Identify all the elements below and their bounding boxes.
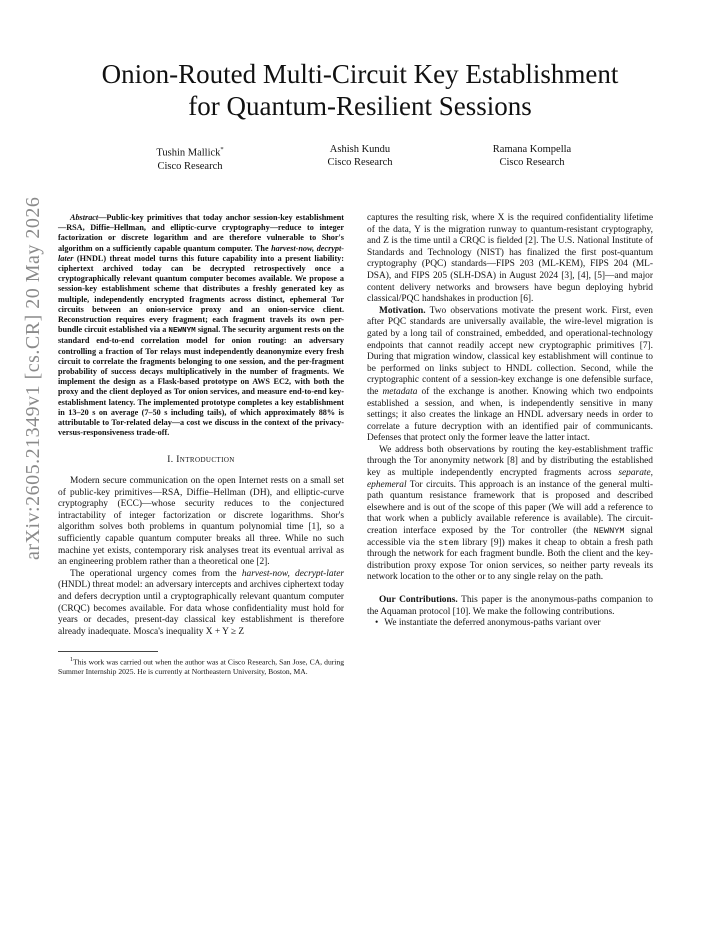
paragraph-code: NEWNYM [593,526,625,537]
author-affiliation: Cisco Research [327,157,393,168]
section-title: Introduction [176,455,235,466]
footnote-rule [58,651,158,652]
arxiv-identifier[interactable]: arXiv:2605.21349v1 [cs.CR] 20 May 2026 [22,196,44,560]
abstract-text: —Public-key primitives that today anchor session-key establishment—RSA, Diffie–Hellman, and elliptic-curve cryptography—reduce to integer factorization or discrete logarithm and are therefore vulnerable to Shor's algorithm on a sufficiently capable quantum computer. The [58,213,344,253]
right-column [367,213,653,630]
abstract-code: NEWNYM [168,327,196,336]
author-name: Ramana Kompella [492,144,572,155]
paragraph-mosca-continued: captures the resulting risk, where X is the required confidentiality lifetime of the data, Y is the migration runway to quantum-resistant cryptography, and Z is the time until a CRQC is fielded [2]. The U.S. National Institute of Standards and Technology (NIST) has finalized the first post-quantum cryptography (PQC) standards—FIPS 203 (ML-KEM), FIPS 204 (ML-DSA), and FIPS 205 (SLH-DSA) in August 2024 [3], [4], [5]—and major content delivery networks and browsers have begun deploying hybrid classical/PQC handshakes in production [6]. [367,213,653,305]
abstract-lead: Abstract [70,213,99,222]
abstract [58,213,344,438]
author-3 [432,143,632,169]
abstract-emphasis: harvest-now, decrypt-later [58,243,344,263]
paragraph-text: library [9]) makes it cheap to obtain a fresh path through the network for each fragment bundle. Both the client and the key-distribution proxy expose Tor onion services, so neither party reveals its network location to the other or to any single relay on the path. [367,537,653,583]
paragraph-code: stem [438,537,459,548]
title-line-2: for Quantum-Resilient Sessions [188,91,532,121]
title-line-1: Onion-Routed Multi-Circuit Key Establishment [101,59,619,89]
bullet-icon: • [375,618,379,629]
abstract-text: (HNDL) threat model turns this future capability into a present liability: ciphertext archived today can be decrypted retrospectively once a cryptographically relevant quantum computer becomes available. We propose a session-key establishment scheme that distributes a freshly generated key as multiple, independently encrypted fragments across distinct, ephemeral Tor circuits between an onion-service proxy and an onion-service client. Reconstruction requires every fragment; each fragment travels its own per-bundle circuit established via a [58,253,344,335]
paragraph-text: Tor circuits. This approach is an instance of the general multi-path quantum resistance framework that is proposed and described elsewhere and is out of the scope of this paper (We will add a reference to that work when a publicly available reference is available). The circuit-creation interface exposed by the Tor controller (the [367,479,653,537]
footnote-text: This work was carried out when the author was at Cisco Research, San Jose, CA, during Summer Internship 2025. He is currently at Northeastern University, Boston, MA. [58,657,344,677]
paragraph-text: The operational urgency comes from the [70,568,242,579]
paragraph-emphasis: separate, ephemeral [367,468,653,490]
runin-heading-contributions: Our Contributions. [379,595,458,605]
author-name: Tushin Mallick [156,147,221,159]
paragraph-emphasis: metadata [382,386,418,397]
author-name: Ashish Kundu [329,144,391,155]
author-affiliation: Cisco Research [499,157,565,168]
paragraph-text: of the exchange is another. Knowing which two endpoints established a session, and when, is independently sensitive in many settings; it also creates the linkage an HNDL adversary needs in order to correlate a future decryption with an identified pair of communicants. Defenses that protect only the former leave the latter intact. [367,386,653,444]
footnote [58,656,344,676]
contribution-list-item [367,618,653,630]
footnote-mark: 1 [70,657,73,664]
paragraph-text: Two observations motivate the present work. First, even after PQC standards are universally available, the wire-level migration is gated by a long tail of constrained, embedded, and operational-technology endpoints that cannot readily accept new cryptographic primitives [7]. During that migration window, classical key establishment will continue to be performed on links subject to HNDL collection. Second, while the cryptographic content of a session-key exchange is one defensible surface, the [367,305,653,397]
contributions-paragraph [367,595,653,618]
author-footnote-mark: * [220,146,224,153]
author-2 [260,143,460,169]
paragraph-emphasis: harvest-now, decrypt-later [241,568,344,579]
intro-paragraph-1: Modern secure communication on the open Internet rests on a small set of public-key primitives—RSA, Diffie–Hellman (DH), and elliptic-curve cryptography (ECC)—whose security reduces to the conjectured intractability of integer factorization or discrete logarithms. Shor's algorithm solves both problems in quantum polynomial time [1], so a sufficiently capable quantum computer breaks all three. While no such machine yet exists, contemporary risk analyses treat its eventual arrival as an engineering problem rather than a theoretical one [2]. [58,476,344,568]
paragraph-text: This paper is the anonymous-paths companion to the Aquaman protocol [10]. We make the following contributions. [367,595,653,617]
paragraph-text: signal accessible via the [367,526,653,548]
paragraph-text: We address both observations by routing the key-establishment traffic through the Tor anonymity network [8] and by distributing the established key as multiple independently encrypted fragments across [367,444,653,479]
list-item-text: We instantiate the deferred anonymous-paths variant over [384,618,601,629]
section-number: I. [167,455,174,466]
runin-heading-motivation: Motivation. [379,305,426,316]
author-block [60,143,660,173]
abstract-text: signal. The security argument rests on the standard end-to-end correlation model for onion routing: an adversary controlling a fraction of Tor relays must independently deanonymize every fresh circuit to correlate the fragments belonging to one session, and the per-fragment probability of success decays multiplicatively in the number of fragments. We implement the design as a Flask-based prototype on AWS EC2, with both the proxy and the client deployed as Tor onion services, and measure end-to-end key-establishment latency. The implemented prototype completes a key establishment in 13–20 s on average (7–50 s including tails), of which approximately 88% is attributable to Tor-related delay—a cost we discuss in the context of the privacy-versus-responsiveness trade-off. [58,325,345,438]
approach-paragraph [367,445,653,584]
author-affiliation: Cisco Research [157,160,223,172]
motivation-paragraph [367,306,653,445]
left-column [58,213,344,677]
section-heading-introduction [58,455,344,467]
paper-title [60,58,660,122]
paragraph-text: (HNDL) threat model: an adversary intercepts and archives ciphertext today and defers decryption until a cryptographically relevant quantum computer (CRQC) becomes available. For data whose confidentiality must hold for years or decades, present-day classical key establishment is therefore already inadequate. Mosca's inequality X + Y ≥ Z [58,580,344,637]
intro-paragraph-2 [58,569,344,639]
